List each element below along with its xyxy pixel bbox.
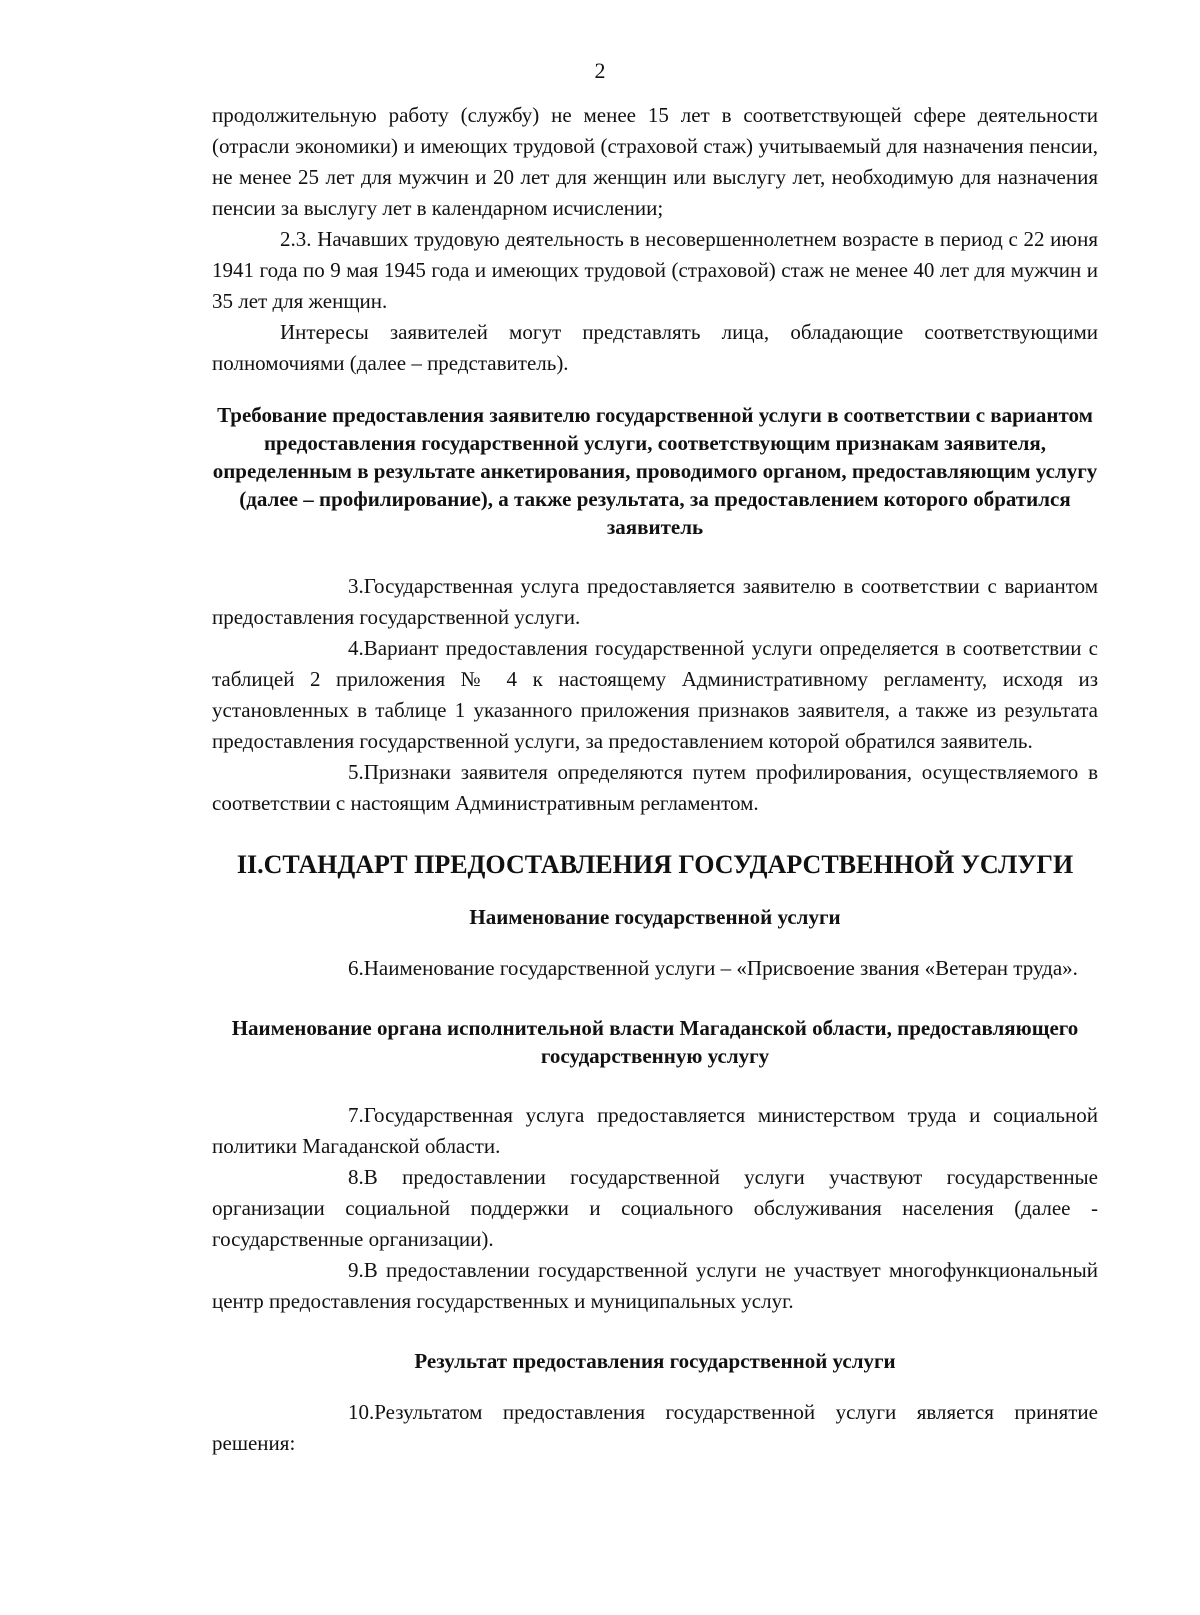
intro-paragraph: продолжительную работу (службу) не менее 15 лет в соответствующей сфере деятельности (отрасли экономики) и имеющих трудовой (страховой стаж) учитываемый для назначения пенсии, не менее 25 лет для мужчин и 20 лет для женщин или выслугу лет, необходимую для назначения пенсии за выслугу лет в календарном исчислении; bbox=[212, 103, 1098, 220]
item-2-3: 2.3. Начавших трудовую деятельность в несовершеннолетнем возрасте в период с 22 июня 1941 года по 9 мая 1945 года и имеющих трудовой (страховой) стаж не менее 40 лет для мужчин и 35 лет для женщин. bbox=[212, 227, 1098, 313]
item-number: 6. bbox=[348, 956, 364, 980]
item-6 bbox=[212, 953, 1098, 984]
item-number: 3. bbox=[348, 574, 364, 598]
representatives-paragraph: Интересы заявителей могут представлять лица, обладающие соответствующими полномочиями (далее – представитель). bbox=[212, 320, 1098, 375]
heading-requirement: Требование предоставления заявителю государственной услуги в соответствии с вариантом предоставления государственной услуги, соответствующим признакам заявителя, определенным в результате анкетирования, проводимого органом, предоставляющим услугу (далее – профилирование), а также результата, за предоставлением которого обратился заявитель bbox=[212, 403, 1098, 539]
heading-service-name: Наименование государственной услуги bbox=[469, 905, 841, 929]
item-4 bbox=[212, 633, 1098, 757]
item-text: Наименование государственной услуги – «Присвоение звания «Ветеран труда». bbox=[363, 956, 1078, 980]
item-9 bbox=[212, 1255, 1098, 1317]
item-text: Результатом предоставления государственной услуги является принятие решения: bbox=[212, 1400, 1098, 1455]
item-text: Признаки заявителя определяются путем профилирования, осуществляемого в соответствии с настоящим Административным регламентом. bbox=[212, 760, 1098, 815]
item-8 bbox=[212, 1162, 1098, 1255]
heading-result: Результат предоставления государственной услуги bbox=[414, 1349, 896, 1373]
item-number: 4. bbox=[348, 636, 364, 660]
item-number: 7. bbox=[348, 1103, 364, 1127]
item-number: 8. bbox=[348, 1165, 364, 1189]
heading-organ: Наименование органа исполнительной власти Магаданской области, предоставляющего государственную услугу bbox=[231, 1016, 1079, 1068]
item-3 bbox=[212, 571, 1098, 633]
item-text: В предоставлении государственной услуги не участвует многофункциональный центр предоставления государственных и муниципальных услуг. bbox=[212, 1258, 1098, 1313]
item-7 bbox=[212, 1100, 1098, 1162]
item-number: 9. bbox=[348, 1258, 364, 1282]
item-text: Государственная услуга предоставляется министерством труда и социальной политики Магаданской области. bbox=[212, 1103, 1098, 1158]
item-5 bbox=[212, 757, 1098, 819]
section-title: II.СТАНДАРТ ПРЕДОСТАВЛЕНИЯ ГОСУДАРСТВЕННОЙ УСЛУГИ bbox=[236, 850, 1074, 879]
item-text: Государственная услуга предоставляется заявителю в соответствии с вариантом предоставления государственной услуги. bbox=[212, 574, 1098, 629]
page-number: 2 bbox=[594, 58, 606, 83]
item-text: В предоставлении государственной услуги участвуют государственные организации социальной поддержки и социального обслуживания населения (далее - государственные организации). bbox=[212, 1165, 1098, 1251]
item-text: Вариант предоставления государственной услуги определяется в соответствии с таблицей 2 приложения № 4 к настоящему Административному регламенту, исходя из установленных в таблице 1 указанного приложения признаков заявителя, а также из результата предоставления государственной услуги, за предоставлением которой обратился заявитель. bbox=[212, 636, 1098, 753]
item-number: 10. bbox=[348, 1400, 375, 1424]
item-number: 5. bbox=[348, 760, 364, 784]
item-10 bbox=[212, 1397, 1098, 1459]
document-body bbox=[212, 100, 1098, 1459]
